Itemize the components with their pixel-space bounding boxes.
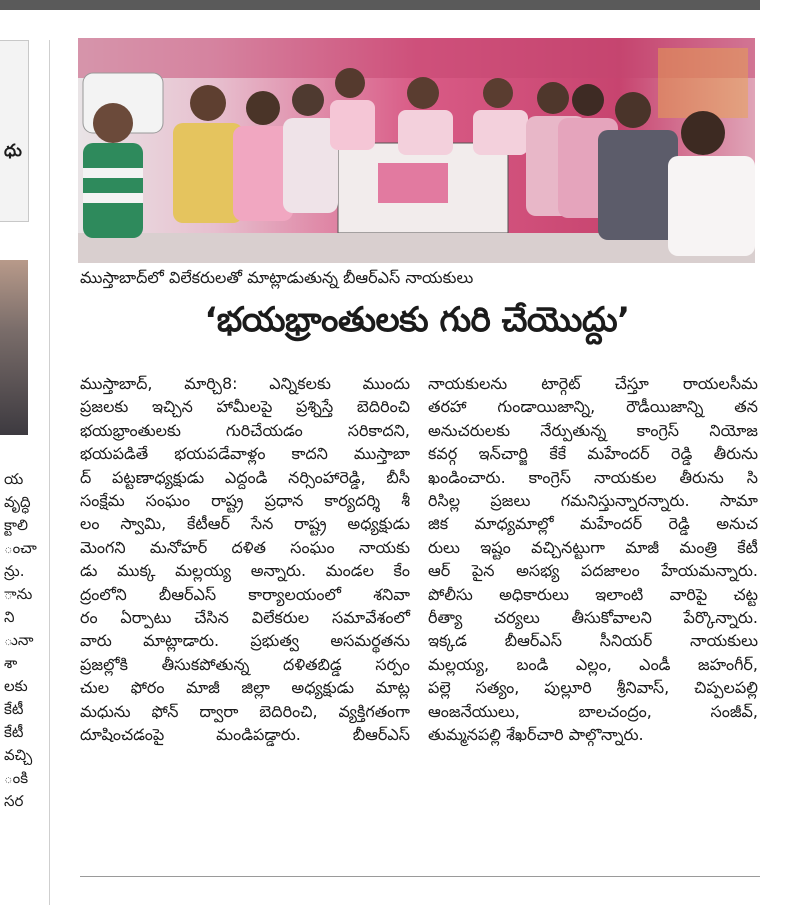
article-line: మధును ఫోన్ ద్వారా బెదిరించి, వ్యక్తిగతంగా <box>80 701 410 721</box>
top-bar <box>0 0 760 10</box>
group-photo-illustration <box>78 38 755 263</box>
adjacent-text-fragment: లకు <box>4 677 28 695</box>
article-line: ముస్తాబాద్, మార్చి8: ఎన్నికలకు ముందు <box>80 374 410 393</box>
article-column-1 <box>80 372 410 747</box>
article-line: జిక మాధ్యమాల్లో మహేందర్ రెడ్డి అనుచ <box>428 514 758 534</box>
news-photo <box>78 38 755 263</box>
article-line: వారు మాట్లాడారు. ప్రభుత్వ అసమర్థతను <box>80 631 410 651</box>
adjacent-article-fragment <box>0 40 37 905</box>
article-line: పల్లె సత్యం, పుల్లూరి శ్రీనివాస్, చిప్పలపల్లి <box>428 678 758 698</box>
adjacent-text-fragment: శా <box>4 654 18 672</box>
article-line: ప్రజల్లోకి తీసుకపోతున్న దళితబిడ్డ సర్పం <box>80 654 410 674</box>
article-line: నాయకులను టార్గెట్ చేస్తూ రాయలసీమ <box>428 374 758 393</box>
column-divider <box>49 40 50 905</box>
article-line: మల్లయ్య, బండి ఎల్లం, ఎండీ జహంగీర్, <box>428 654 758 674</box>
adjacent-text-fragment: సర <box>4 792 24 810</box>
adjacent-text-fragment: య <box>4 470 24 488</box>
adjacent-text-fragment: క్టాలి <box>4 516 29 534</box>
adjacent-text-fragment: ాను <box>4 585 33 603</box>
adjacent-text-fragment: ని <box>4 608 15 626</box>
adjacent-text-fragment: కేటీ <box>4 723 24 741</box>
article-line: దూషించడంపై మండిపడ్డారు. బీఆర్‌ఎస్ <box>80 725 410 745</box>
adjacent-photo <box>0 260 28 435</box>
adjacent-text-fragment: న్రు. <box>4 562 25 580</box>
adjacent-headline-fragment: ధు <box>4 141 22 161</box>
article-line: తుమ్మనపల్లి శేఖర్‌చారి పాల్గొన్నారు. <box>428 725 644 745</box>
article-line: సంక్షేమ సంఘం రాష్ట్ర ప్రధాన కార్యదర్శి శీ <box>80 491 410 511</box>
article-line: డు ముక్క మల్లయ్య అన్నారు. మండల కేం <box>80 561 410 581</box>
article-line: పోలీసు అధికారులు ఇలాంటి వారిపై చట్ట <box>428 584 758 604</box>
article-line: రీత్యా చర్యలు తీసుకోవాలని పేర్కొన్నారు. <box>428 608 758 628</box>
article-line: ఆర్ పైన అసభ్య పదజాలం హేయమన్నారు. <box>428 561 758 581</box>
article-headline: ‘భయభ్రాంతులకు గురి చేయొద్దు’ <box>204 300 630 340</box>
article-line: ఖండించారు. కాంగ్రెస్ నాయకుల తీరును సి <box>428 467 758 487</box>
article-line: అనుచరులకు నేర్పుతున్న కాంగ్రెస్ నియోజ <box>428 420 758 440</box>
adjacent-text-fragment: వచ్చి <box>4 746 33 764</box>
article-column-2 <box>428 372 758 747</box>
photo-caption: ముస్తాబాద్‌లో విలేకరులతో మాట్లాడుతున్న బీఆర్‌ఎస్ నాయకులు <box>80 268 474 287</box>
article-line: మెంగని మనోహర్ దళిత సంఘం నాయకు <box>80 537 410 557</box>
adjacent-text-fragment: ునా <box>4 631 34 649</box>
article-line: ద్ పట్టణాధ్యక్షుడు ఎద్దండి నర్సింహారెడ్డి, బీసీ <box>80 467 410 487</box>
adjacent-text-fragment: వృద్ధి <box>4 493 31 511</box>
article-line: లం స్వామి, కేటీఆర్ సేన రాష్ట్ర అధ్యక్షుడు <box>80 514 410 534</box>
article-line: కవర్గ ఇన్‌చార్జి కేకే మహేందర్ రెడ్డి తీరును <box>428 444 758 464</box>
adjacent-headline-box <box>0 40 29 222</box>
article-line: ఇక్కడ బీఆర్‌ఎస్ సీనియర్ నాయకులు <box>428 631 758 651</box>
article-line: భయపడితే భయపడేవాళ్లం కాదని ముస్తాబా <box>80 444 410 464</box>
adjacent-text-fragment: ంచా <box>4 539 37 557</box>
article-line: చుల ఫోరం మాజీ జిల్లా అధ్యక్షుడు మాట్ల <box>80 678 410 698</box>
article-line: రులు ఇష్టం వచ్చినట్టుగా మాజీ మంత్రి కేటీ <box>428 537 758 557</box>
adjacent-text-fragment: కేటీ <box>4 700 24 718</box>
article-line: రం ఏర్పాటు చేసిన విలేకరుల సమావేశంలో <box>80 608 410 628</box>
article-line: తరహా గుండాయిజాన్ని, రౌడీయిజాన్ని తన <box>428 397 758 417</box>
adjacent-text-fragment: ంకి <box>4 769 29 787</box>
article-line: ప్రజలకు ఇచ్చిన హామీలపై ప్రశ్నిస్తే బెదిరించి <box>80 397 410 417</box>
article-line: ద్రంలోని బీఆర్‌ఎస్ కార్యాలయంలో శనివా <box>80 584 410 604</box>
article-line: రిసిల్ల ప్రజలు గమనిస్తున్నారన్నారు. సామా <box>428 491 758 511</box>
article-line: భయభ్రాంతులకు గురిచేయడం సరికాదని, <box>80 420 410 440</box>
article-end-rule <box>80 876 760 877</box>
article-line: ఆంజనేయులు, బాలచంద్రం, సంజీవ్, <box>428 701 758 721</box>
